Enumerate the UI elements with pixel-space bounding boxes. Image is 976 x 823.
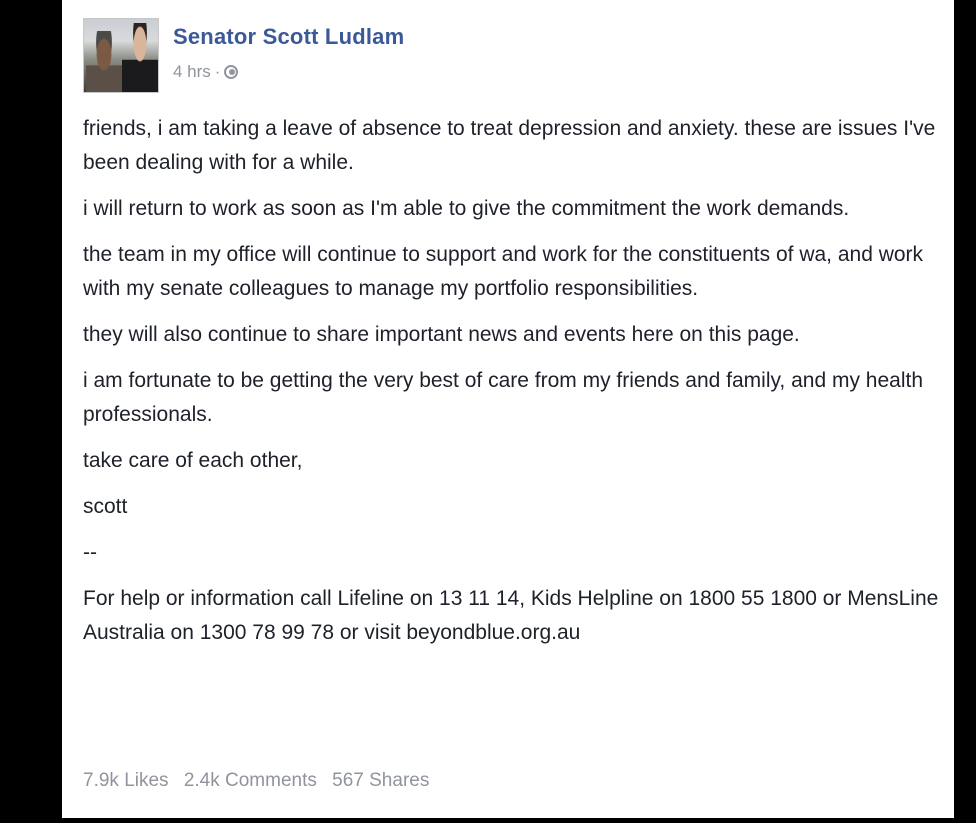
globe-icon[interactable] — [224, 65, 238, 79]
post-paragraph: they will also continue to share important news and events here on this page. — [83, 323, 800, 346]
post-stats — [83, 770, 439, 792]
post-signature: scott — [83, 495, 128, 518]
avatar-photo-person-left — [86, 31, 122, 93]
post-paragraph: i am fortunate to be getting the very best of care from my friends and family, and my health professionals. — [83, 369, 924, 426]
avatar-photo-person-right — [122, 23, 158, 93]
post-divider: -- — [83, 541, 97, 564]
post-meta — [173, 62, 238, 82]
meta-separator: · — [214, 62, 221, 81]
post-timestamp[interactable]: 4 hrs — [173, 62, 211, 81]
post-paragraph: i will return to work as soon as I'm able to give the commitment the work demands. — [83, 197, 850, 220]
shares-count[interactable]: 567 Shares — [332, 770, 430, 791]
post-paragraph: friends, i am taking a leave of absence to treat depression and anxiety. these are issues I've been dealing with for a while. — [83, 117, 936, 174]
post-paragraph: take care of each other, — [83, 449, 303, 472]
post-paragraph: the team in my office will continue to support and work for the constituents of wa, and work with my senate colleagues to manage my portfolio responsibilities. — [83, 243, 924, 300]
author-name-link[interactable]: Senator Scott Ludlam — [173, 24, 405, 49]
author-avatar[interactable] — [83, 18, 159, 93]
comments-count[interactable]: 2.4k Comments — [183, 770, 317, 791]
post-body — [83, 112, 943, 662]
likes-count[interactable]: 7.9k Likes — [83, 770, 169, 791]
help-info-paragraph: For help or information call Lifeline on 13 11 14, Kids Helpline on 1800 55 1800 or MensLine Australia on 1300 78 99 78 or visit beyondblue.org.au — [83, 587, 939, 644]
facebook-post-card — [62, 0, 954, 818]
